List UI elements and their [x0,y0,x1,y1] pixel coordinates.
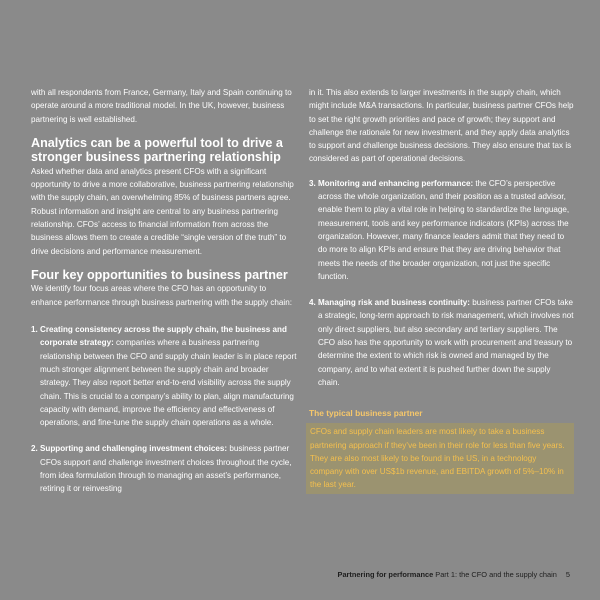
opportunity-list-right [309,177,574,389]
item-number: 3. [309,178,316,188]
callout-body: CFOs and supply chain leaders are most likely to take a business partnering approach if they’ve been in their role for less than five years. They are also most likely to be found in the US, in a technology company with over US$1b revenue, and EBITDA growth of 5%–10% in the last year. [306,423,574,493]
item-number: 4. [309,298,316,308]
item-lead: Monitoring and enhancing performance: [318,178,474,188]
continuation-paragraph: in it. This also extends to larger investments in the supply chain, which might include M&A transactions. In particular, business partner CFOs help to set the right growth priorities and pace of growth; they support and challenge the rationale for new investment, and they apply data analytics to support and challenge business decisions. They also ensure that tax is considered as part of operational decisions. [309,88,574,164]
item-number: 1. [31,325,38,335]
callout-box [309,407,574,493]
item-body: companies where a business partnering relationship between the CFO and supply chain leader is in place report much stronger alignment between the supply chain and broader strategy. They also report better end-to-end visibility across the supply chain. This is crucial to a company’s ability to plan, align manufacturing capacity with demand, improve the efficiency and effectiveness of operations, and fine-tune the supply chain operations as a whole. [40,338,297,428]
opportunity-item-1 [31,323,298,429]
item-lead: Managing risk and business continuity: [318,298,471,308]
item-body: business partner CFOs support and challenge investment choices throughout the cycle, from idea formulation through to managing an asset’s performance, retiring it or reinvesting [40,444,292,494]
item-body: business partner CFOs take a strategic, long-term approach to risk management, which involves not only direct suppliers, but also secondary and tertiary suppliers. The CFO also has the opportunity to work with procurement and treasury to determine the extent to which risk is owned and managed by the company, and to what extent it is pushed further down the supply chain. [318,298,574,387]
opportunity-list-left [31,323,298,496]
analytics-heading: Analytics can be a powerful tool to drive a stronger business partnering relationship [31,135,283,165]
page-footer [338,570,570,580]
item-lead: Creating consistency across the supply chain, the business and corporate strategy: [40,325,287,348]
page-number: 5 [565,570,570,579]
item-lead: Supporting and challenging investment choices: [40,444,228,454]
right-column [309,86,574,494]
left-column [31,86,298,496]
footer-section: Part 1: the CFO and the supply chain [433,570,557,579]
item-number: 2. [31,444,38,454]
opportunity-item-3 [309,177,574,283]
four-opportunities-heading: Four key opportunities to business partner [31,267,288,282]
intro-paragraph: with all respondents from France, Germany, Italy and Spain continuing to operate around a more traditional model. In the UK, however, business partnering is well established. [31,88,292,124]
opportunity-item-2 [31,442,298,495]
opportunity-item-4 [309,296,574,389]
analytics-paragraph: Asked whether data and analytics present CFOs with a significant opportunity to drive a more collaborative, business partnering relationship with the supply chain, an overwhelming 85% of business partners agree. Robust information and insight are central to any business partnering relationship. CFOs’ access to financial information from across the business allows them to create a credible “single version of the truth” to drive decisions and performance measurement. [31,166,294,256]
footer-brand: Partnering for performance [337,570,434,579]
item-body: the CFO’s perspective across the whole organization, and their position as a trusted advisor, enable them to play a vital role in helping to standardize the language, measurement, tools and key performance indicators (KPIs) across the organization. However, many finance leaders admit that they need to do more to align KPIs and ensure that they are driving behavior that meets the needs of the broader organization, not just the specific function. [318,178,570,281]
callout-title: The typical business partner [309,408,423,419]
four-opportunities-intro: We identify four focus areas where the CFO has an opportunity to enhance performance through business partnering with the supply chain: [31,284,292,307]
